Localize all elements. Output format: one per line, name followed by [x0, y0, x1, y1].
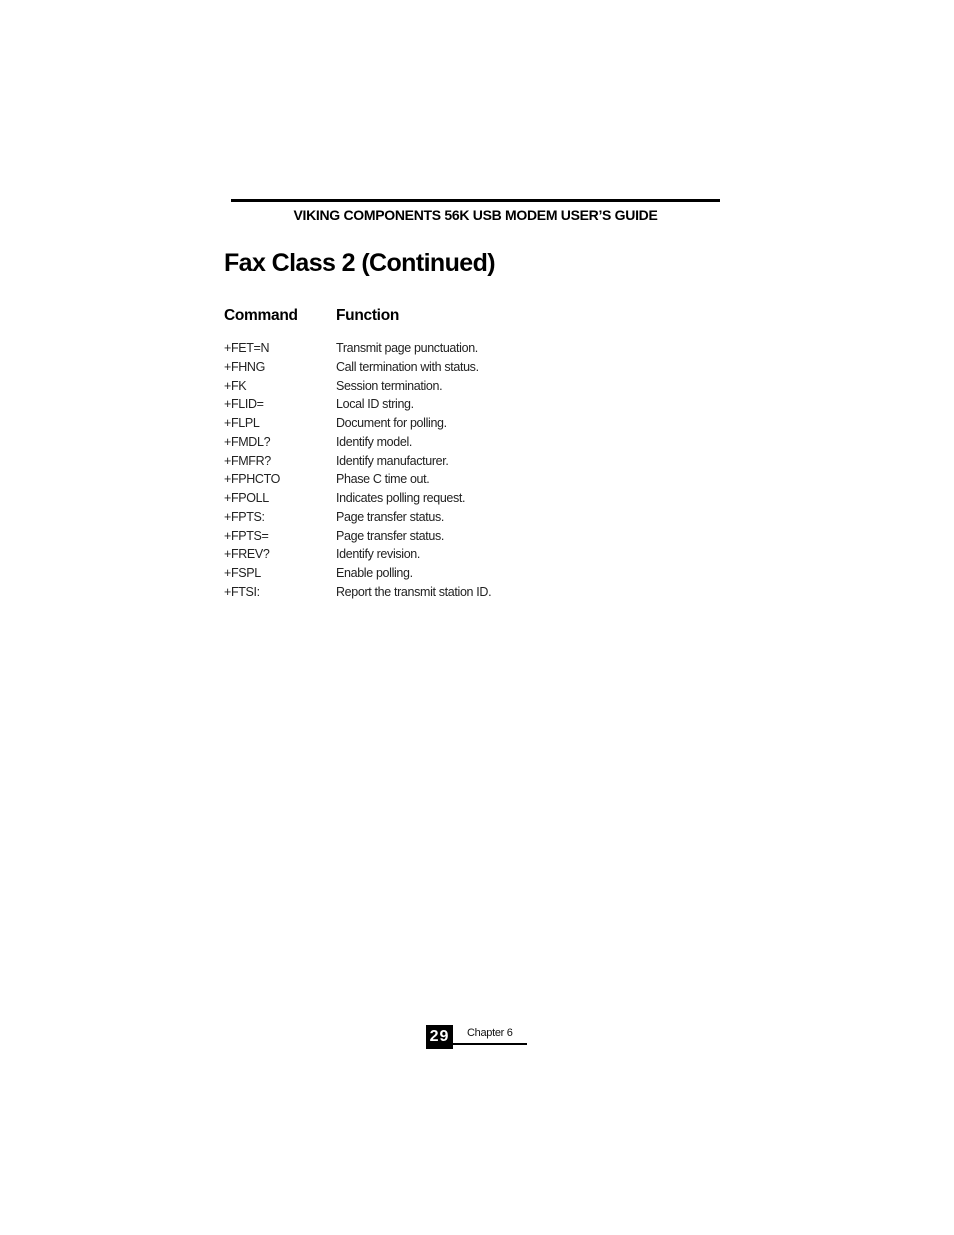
- column-header-function: Function: [336, 307, 400, 324]
- command-cell: +FREV?: [224, 547, 270, 562]
- command-cell: +FTSI:: [224, 584, 260, 599]
- function-cell: Identify manufacturer.: [336, 453, 449, 468]
- function-cell: Enable polling.: [336, 566, 413, 580]
- footer-rule: [453, 1043, 527, 1045]
- page-footer: [426, 1025, 527, 1049]
- command-cell: +FPOLL: [224, 491, 269, 505]
- command-cell: +FLID=: [224, 397, 264, 412]
- table-row: [224, 452, 624, 471]
- function-cell: Call termination with status.: [336, 359, 479, 374]
- function-cell: Indicates polling request.: [336, 491, 466, 505]
- function-cell: Identify model.: [336, 434, 413, 449]
- table-row: [224, 508, 624, 527]
- function-cell: Report the transmit station ID.: [336, 584, 492, 599]
- table-row: [224, 358, 624, 377]
- table-row: [224, 414, 624, 433]
- function-cell: Phase C time out.: [336, 472, 430, 487]
- function-cell: Session termination.: [336, 378, 443, 393]
- command-cell: +FHNG: [224, 359, 265, 374]
- guide-header: VIKING COMPONENTS 56K USB MODEM USER’S GUIDE: [293, 207, 658, 223]
- table-row: [224, 377, 624, 396]
- command-table: [224, 339, 624, 602]
- function-cell: Page transfer status.: [336, 528, 444, 543]
- table-row: [224, 489, 624, 508]
- command-cell: +FMFR?: [224, 453, 271, 468]
- table-row: [224, 527, 624, 546]
- table-row: [224, 339, 624, 358]
- column-header-command: Command: [224, 307, 298, 324]
- function-cell: Transmit page punctuation.: [336, 341, 478, 355]
- table-row: [224, 470, 624, 489]
- command-cell: +FPTS:: [224, 509, 265, 524]
- header-rule: [231, 199, 720, 202]
- command-cell: +FK: [224, 378, 247, 393]
- command-cell: +FSPL: [224, 566, 261, 580]
- table-row: [224, 583, 624, 602]
- function-cell: Identify revision.: [336, 547, 421, 562]
- function-cell: Local ID string.: [336, 397, 414, 412]
- table-row: [224, 564, 624, 583]
- function-cell: Document for polling.: [336, 416, 447, 430]
- command-cell: +FPHCTO: [224, 472, 281, 487]
- page-title: Fax Class 2 (Continued): [224, 249, 495, 277]
- command-cell: +FET=N: [224, 341, 270, 355]
- command-cell: +FMDL?: [224, 434, 271, 449]
- page-number: 29: [426, 1025, 453, 1049]
- table-row: [224, 433, 624, 452]
- table-row: [224, 545, 624, 564]
- command-cell: +FPTS=: [224, 528, 269, 543]
- chapter-label: Chapter 6: [467, 1027, 513, 1039]
- command-cell: +FLPL: [224, 416, 260, 430]
- table-row: [224, 395, 624, 414]
- function-cell: Page transfer status.: [336, 509, 444, 524]
